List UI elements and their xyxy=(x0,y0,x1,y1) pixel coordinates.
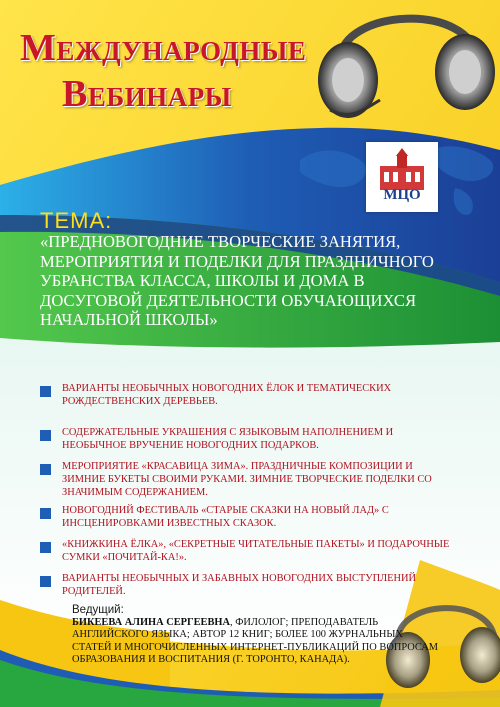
bullet-text: ВАРИАНТЫ НЕОБЫЧНЫХ НОВОГОДНИХ ЁЛОК И ТЕМАТИЧЕСКИХ РОЖДЕСТВЕНСКИХ ДЕРЕВЬЕВ. xyxy=(62,383,392,407)
bullet-square-icon xyxy=(40,464,51,475)
mco-logo xyxy=(366,142,438,212)
host-name: БИКЕЕВА АЛИНА СЕРГЕЕВНА xyxy=(72,617,231,628)
bullet-square-icon xyxy=(40,542,51,553)
webinar-title-line1: Международные xyxy=(20,27,307,69)
bullet-text: СОДЕРЖАТЕЛЬНЫЕ УКРАШЕНИЯ С ЯЗЫКОВЫМ НАПОЛНЕНИЕМ И НЕОБЫЧНОЕ ВРУЧЕНИЕ НОВОГОДНИХ ПОДАРКОВ. xyxy=(62,427,394,451)
bullet-square-icon xyxy=(40,430,51,441)
bullet-square-icon xyxy=(40,576,51,587)
logo-text: МЦО xyxy=(383,187,421,203)
bullet-square-icon xyxy=(40,508,51,519)
host-description xyxy=(72,617,442,667)
bullet-text: МЕРОПРИЯТИЕ «КРАСАВИЦА ЗИМА». ПРАЗДНИЧНЫЕ КОМПОЗИЦИИ И ЗИМНИЕ БУКЕТЫ СВОИМИ РУКАМИ. ЗИМНИЕ ТВОРЧЕСКИЕ ПОДЕЛКИ СО ЗНАЧИМЫМ СОДЕРЖАНИЕМ. xyxy=(62,461,432,498)
bullet-square-icon xyxy=(40,386,51,397)
bullet-text: НОВОГОДНИЙ ФЕСТИВАЛЬ «СТАРЫЕ СКАЗКИ НА НОВЫЙ ЛАД» С ИНСЦЕНИРОВКАМИ ИЗВЕСТНЫХ СКАЗОК. xyxy=(62,505,389,529)
bullet-text: «КНИЖКИНА ЁЛКА», «СЕКРЕТНЫЕ ЧИТАТЕЛЬНЫЕ ПАКЕТЫ» И ПОДАРОЧНЫЕ СУМКИ «ПОЧИТАЙ-КА!». xyxy=(62,539,450,563)
bullet-text: ВАРИАНТЫ НЕОБЫЧНЫХ И ЗАБАВНЫХ НОВОГОДНИХ ВЫСТУПЛЕНИЙ РОДИТЕЛЕЙ. xyxy=(62,573,417,597)
topic-label: ТЕМА: xyxy=(40,208,113,233)
topic-text: «ПРЕДНОВОГОДНИЕ ТВОРЧЕСКИЕ ЗАНЯТИЯ, МЕРОПРИЯТИЯ И ПОДЕЛКИ ДЛЯ ПРАЗДНИЧНОГО УБРАНСТВА КЛАССА, ШКОЛЫ И ДОМА В ДОСУГОВОЙ ДЕЯТЕЛЬНОСТИ ОБУЧАЮЩИХСЯ НАЧАЛЬНОЙ ШКОЛЫ» xyxy=(40,232,434,329)
host-label: Ведущий: xyxy=(72,604,124,616)
webinar-title-line2: Вебинары xyxy=(62,73,232,115)
host-bio: , ФИЛОЛОГ; ПРЕПОДАВАТЕЛЬ АНГЛИЙСКОГО ЯЗЫКА; АВТОР 12 КНИГ; БОЛЕЕ 100 ЖУРНАЛЬНЫХ СТАТЕЙ И МНОГОЧИСЛЕННЫХ ИНТЕРНЕТ-ПУБЛИКАЦИЙ ПО ВОПРОСАМ ОБРАЗОВАНИЯ И ВОСПИТАНИЯ (Г. ТОРОНТО, КАНАДА). xyxy=(72,617,439,666)
